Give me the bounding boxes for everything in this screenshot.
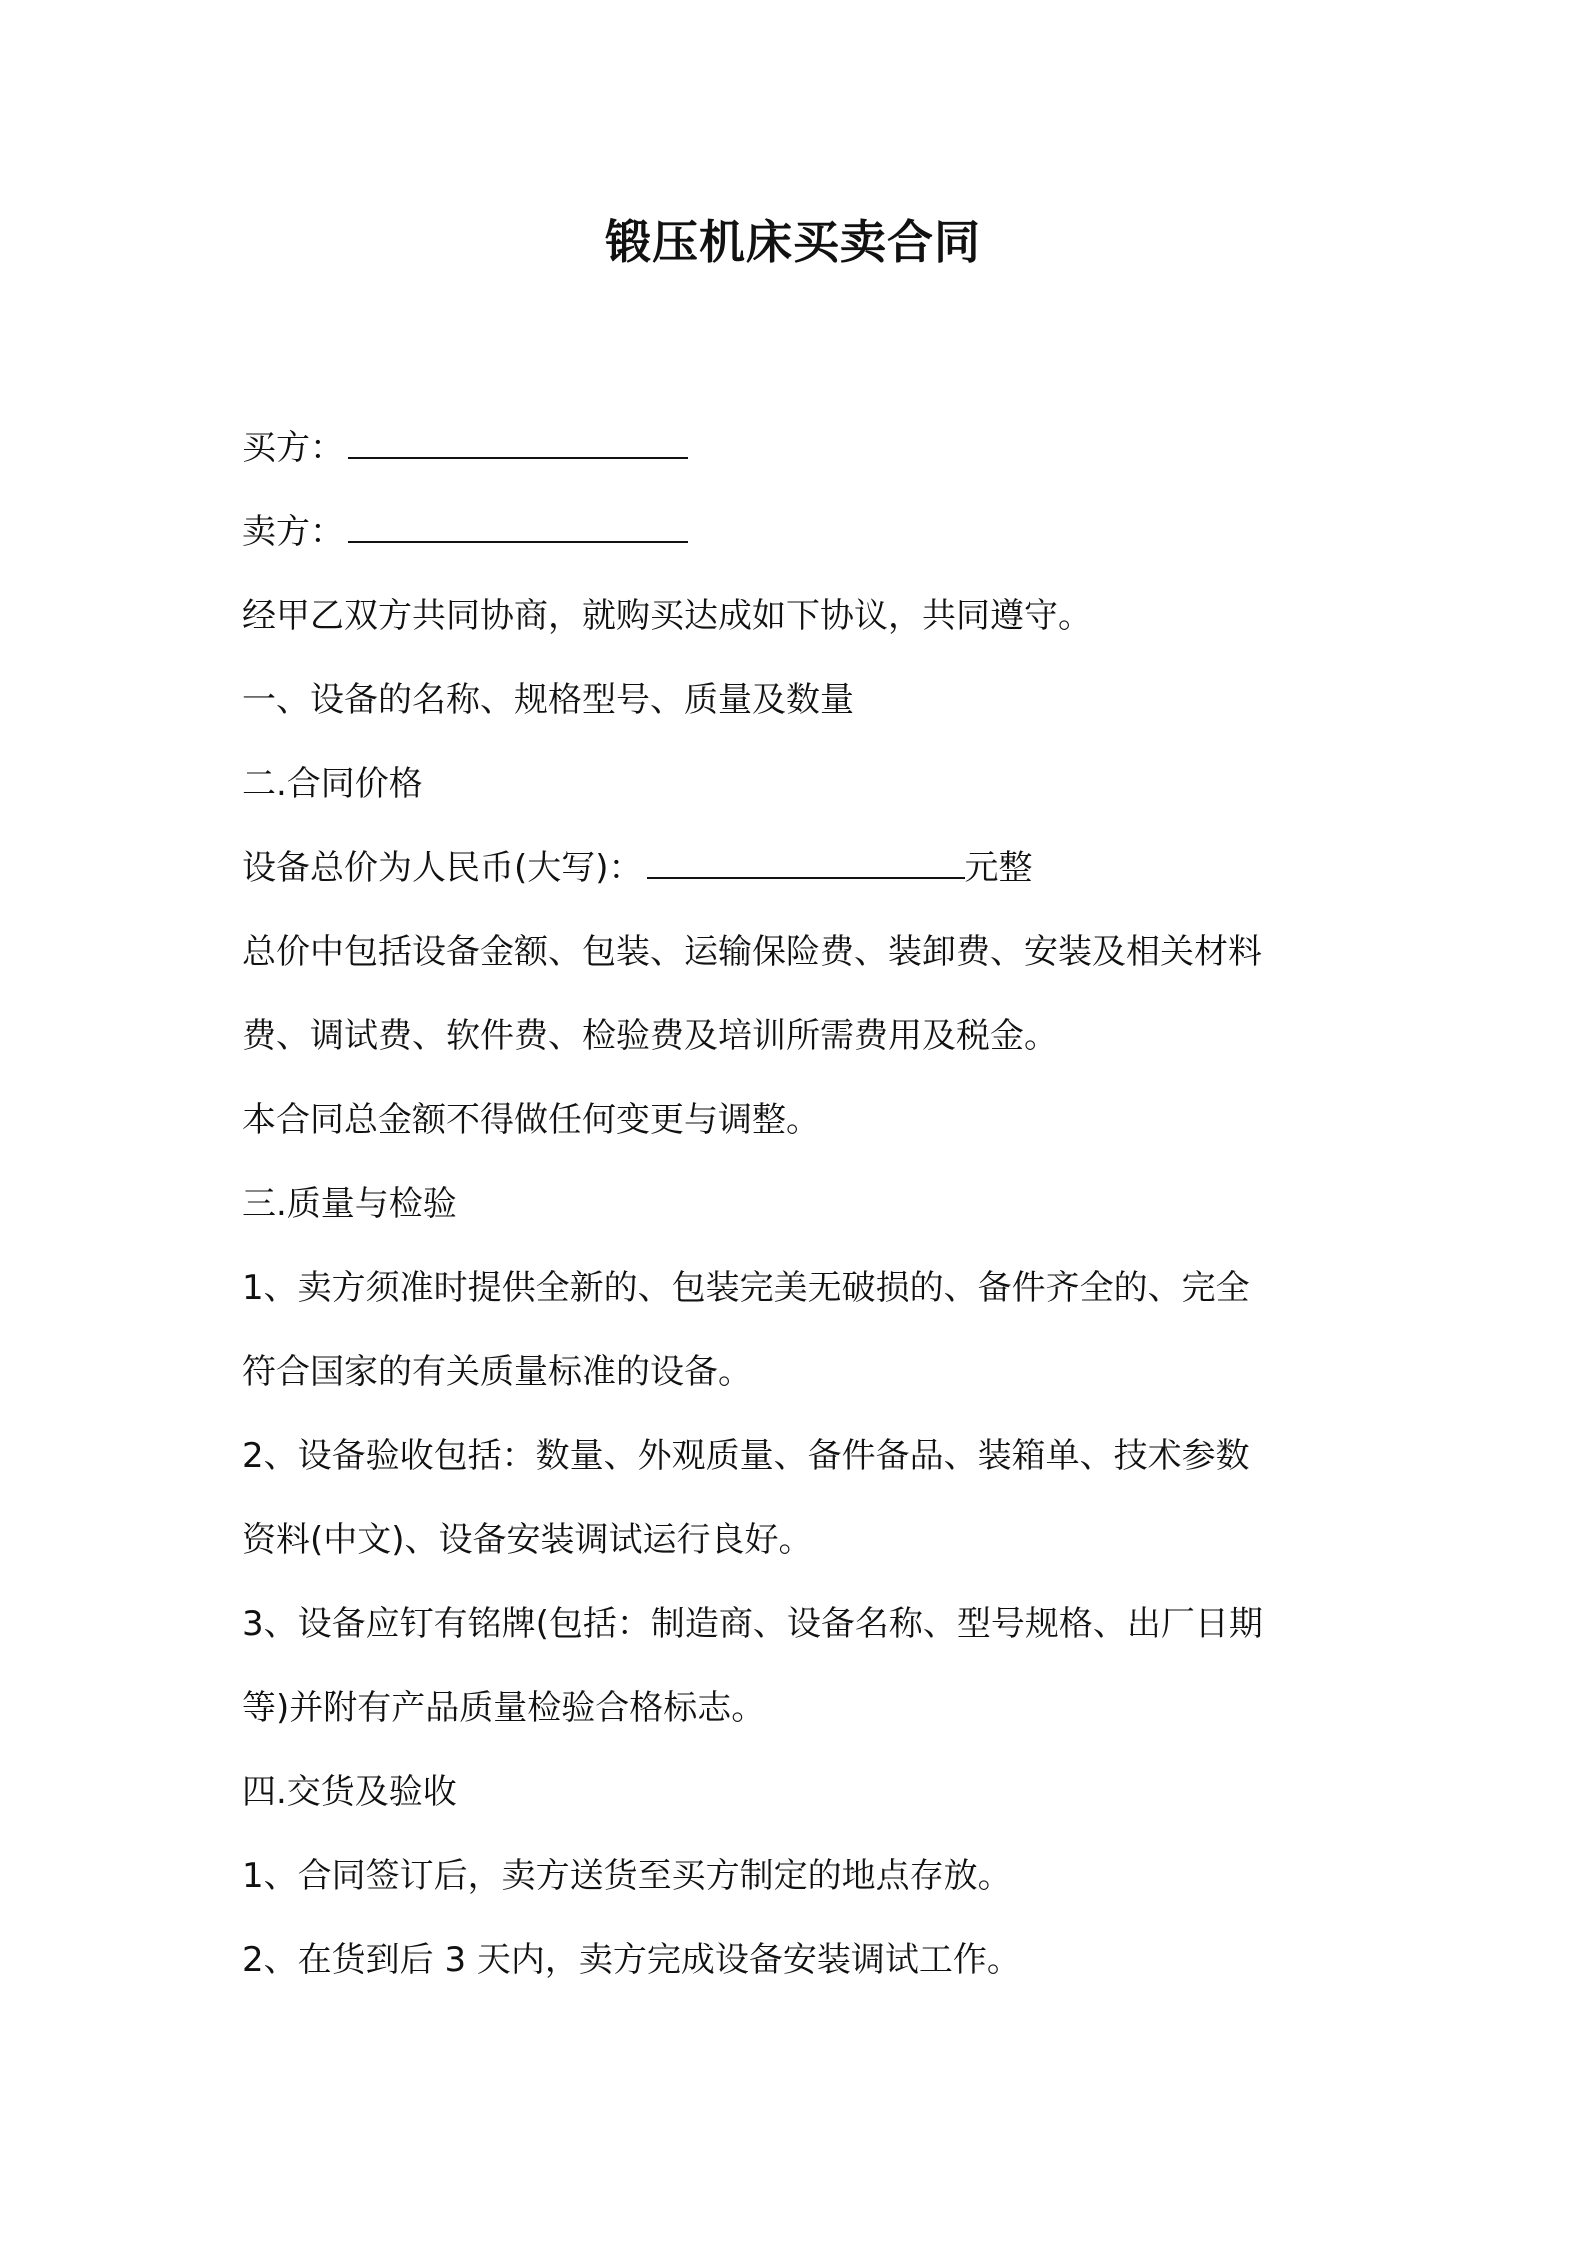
delivery-item-2: 2、在货到后 3 天内，卖方完成设备安装调试工作。 [242,1940,1021,1980]
section-1-heading: 一、设备的名称、规格型号、质量及数量 [242,680,854,720]
total-price-blank[interactable] [647,835,965,879]
intro-paragraph: 经甲乙双方共同协商，就购买达成如下协议，共同遵守。 [242,596,1092,636]
no-change-clause: 本合同总金额不得做任何变更与调整。 [242,1100,820,1140]
contract-body [242,406,1362,2002]
quality-item-3-line-1: 3、设备应钉有铭牌(包括：制造商、设备名称、型号规格、出厂日期 [242,1604,1263,1644]
section-4-heading: 四.交货及验收 [242,1772,457,1812]
buyer-label: 买方： [242,428,344,468]
seller-line [242,490,1362,574]
price-includes-line-1: 总价中包括设备金额、包装、运输保险费、装卸费、安装及相关材料 [242,932,1262,972]
total-price-label: 设备总价为人民币(大写)： [242,848,643,888]
quality-item-1-line-2: 符合国家的有关质量标准的设备。 [242,1352,752,1392]
quality-item-2-line-2: 资料(中文)、设备安装调试运行良好。 [242,1520,813,1560]
contract-title: 锻压机床买卖合同 [605,215,981,269]
seller-label: 卖方： [242,512,344,552]
total-price-suffix: 元整 [964,848,1033,888]
quality-item-2-line-1: 2、设备验收包括：数量、外观质量、备件备品、装箱单、技术参数 [242,1436,1250,1476]
quality-item-3-line-2: 等)并附有产品质量检验合格标志。 [242,1688,766,1728]
price-includes-line-2: 费、调试费、软件费、检验费及培训所需费用及税金。 [242,1016,1058,1056]
buyer-line [242,406,1362,490]
seller-blank[interactable] [348,499,688,543]
total-price-line [242,826,1362,910]
buyer-blank[interactable] [348,415,688,459]
section-3-heading: 三.质量与检验 [242,1184,457,1224]
delivery-item-1: 1、合同签订后，卖方送货至买方制定的地点存放。 [242,1856,1012,1896]
quality-item-1-line-1: 1、卖方须准时提供全新的、包装完美无破损的、备件齐全的、完全 [242,1268,1250,1308]
section-2-heading: 二.合同价格 [242,764,423,804]
